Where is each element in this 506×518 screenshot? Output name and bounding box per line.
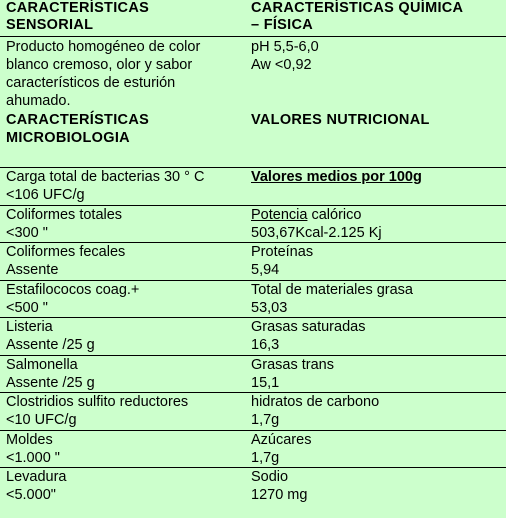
quimica-ph: pH 5,5-6,0 bbox=[251, 39, 319, 55]
nutrient-label: Total de materiales grasa bbox=[251, 282, 413, 298]
nutrient-value: 1270 mg bbox=[251, 487, 308, 503]
nutrient-value: 15,1 bbox=[251, 375, 280, 391]
micro-value: <106 UFC/g bbox=[6, 187, 85, 203]
micro-label: Coliformes fecales bbox=[6, 244, 126, 260]
potencia-label-row bbox=[251, 206, 361, 224]
micro-label: Listeria bbox=[6, 319, 53, 335]
sensorial-header-line1: CARACTERÍSTICAS bbox=[6, 0, 150, 16]
sensorial-text-4: ahumado. bbox=[6, 93, 71, 109]
nutrient-label: Proteínas bbox=[251, 244, 314, 260]
quimica-aw: Aw <0,92 bbox=[251, 57, 312, 73]
micro-header-line1: CARACTERÍSTICAS bbox=[6, 112, 150, 128]
micro-value: Assente bbox=[6, 262, 59, 278]
micro-label: Clostridios sulfito reductores bbox=[6, 394, 189, 410]
nutrient-label: hidratos de carbono bbox=[251, 394, 380, 410]
micro-label: Coliformes totales bbox=[6, 207, 123, 223]
micro-label: Levadura bbox=[6, 469, 67, 485]
nutrient-value: 16,3 bbox=[251, 337, 280, 353]
nutrient-label: Grasas trans bbox=[251, 357, 334, 373]
micro-label: Moldes bbox=[6, 432, 53, 448]
sensorial-text-1: Producto homogéneo de color bbox=[6, 39, 201, 55]
micro-value: Assente /25 g bbox=[6, 375, 95, 391]
micro-label: Estafilococos coag.+ bbox=[6, 282, 140, 298]
divider bbox=[0, 36, 506, 37]
nutrient-label: Azúcares bbox=[251, 432, 312, 448]
micro-value: Assente /25 g bbox=[6, 337, 95, 353]
nutrient-value: 503,67Kcal-2.125 Kj bbox=[251, 225, 382, 241]
nutrient-value: 1,7g bbox=[251, 412, 280, 428]
micro-value: <500 " bbox=[6, 300, 48, 316]
nutrient-label: Grasas saturadas bbox=[251, 319, 366, 335]
quimica-header-line1: CARACTERÍSTICAS QUÍMICA bbox=[251, 0, 464, 16]
nutrient-value: 1,7g bbox=[251, 450, 280, 466]
potencia-rest: calórico bbox=[307, 207, 362, 223]
sensorial-header-line2: SENSORIAL bbox=[6, 17, 94, 33]
micro-value: <300 " bbox=[6, 225, 48, 241]
sensorial-text-2: blanco cremoso, olor y sabor bbox=[6, 57, 193, 73]
micro-value: <1.000 " bbox=[6, 450, 60, 466]
potencia-label: Potencia bbox=[251, 207, 308, 223]
micro-header-line2: MICROBIOLOGIA bbox=[6, 130, 130, 146]
valores-header: VALORES NUTRICIONAL bbox=[251, 112, 430, 128]
micro-value: <5.000" bbox=[6, 487, 56, 503]
micro-label: Carga total de bacterias 30 ° C bbox=[6, 169, 205, 185]
nutrient-label: Sodio bbox=[251, 469, 289, 485]
micro-label: Salmonella bbox=[6, 357, 78, 373]
nutrient-value: 5,94 bbox=[251, 262, 280, 278]
sensorial-text-3: característicos de esturión bbox=[6, 75, 176, 91]
micro-value: <10 UFC/g bbox=[6, 412, 77, 428]
nutrient-value: 53,03 bbox=[251, 300, 288, 316]
valores-medios-title: Valores medios por 100g bbox=[251, 169, 422, 185]
quimica-header-line2: – FÍSICA bbox=[251, 17, 314, 33]
